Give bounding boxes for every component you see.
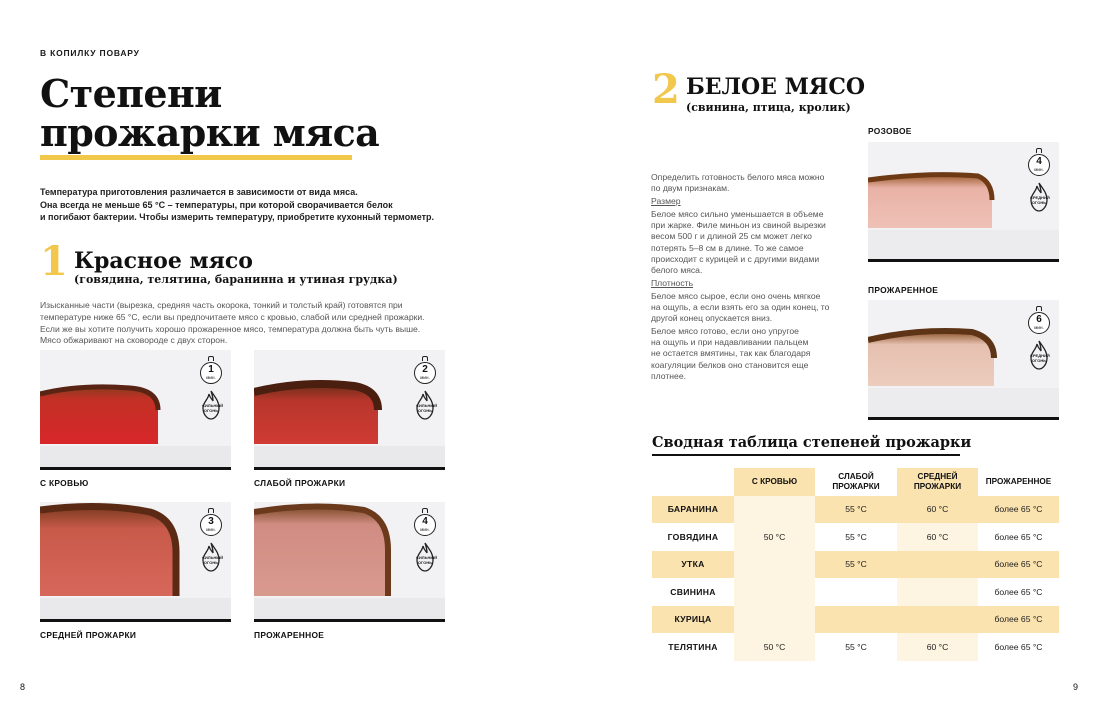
- timer-icon: [414, 362, 436, 384]
- table-cell: [734, 496, 815, 524]
- section-number: 1: [40, 238, 68, 285]
- table-cell: 60 °C: [897, 496, 978, 524]
- table-row: [652, 633, 1059, 661]
- table-row: [652, 523, 1059, 551]
- steak-photo-medium: [40, 502, 231, 622]
- card-caption: СЛАБОЙ ПРОЖАРКИ: [254, 478, 346, 488]
- row-header: КУРИЦА: [652, 606, 734, 634]
- card-caption: С КРОВЬЮ: [40, 478, 89, 488]
- cook-unit: мин.: [420, 375, 430, 380]
- table-cell: [897, 551, 978, 579]
- table-cell: [815, 606, 897, 634]
- summary-table-title: Сводная таблица степеней прожарки: [652, 434, 972, 451]
- section-number: 2: [652, 66, 680, 113]
- table-cell: 55 °C: [815, 523, 897, 551]
- section-lede: [40, 300, 460, 347]
- section-kicker: В КОПИЛКУ ПОВАРУ: [40, 48, 140, 58]
- table-row: [652, 578, 1059, 606]
- lede-line: Изысканные части (вырезка, средняя часть окорока, тонкий и толстый край) готовятся при: [40, 300, 403, 310]
- table-cell: 50 °C: [734, 523, 815, 551]
- section-title: БЕЛОЕ МЯСО: [686, 74, 866, 100]
- table-cell: 60 °C: [897, 523, 978, 551]
- heat-label: СИЛЬНЫЙ ОГОНЬ: [416, 555, 438, 565]
- card-caption: ПРОЖАРЕННОЕ: [254, 630, 325, 640]
- cook-unit: мин.: [1034, 325, 1044, 330]
- white-meat-text: [651, 172, 841, 384]
- intro-line: Температура приготовления различается в зависимости от вида мяса.: [40, 187, 358, 197]
- cook-minutes: 3: [208, 516, 214, 527]
- table-cell: 55 °C: [815, 496, 897, 524]
- table-cell: более 65 °C: [978, 633, 1059, 661]
- cook-minutes: 2: [422, 364, 428, 375]
- pork-photo-pink: [868, 142, 1059, 262]
- lede-line: Мясо обжаривают на сковороде с двух сторон.: [40, 335, 228, 346]
- timer-icon: [200, 362, 222, 384]
- intro-line: Она всегда не меньше 65 °C – температуры, при которой сворачивается белок: [40, 199, 393, 210]
- cook-unit: мин.: [420, 527, 430, 532]
- table-cell: [734, 551, 815, 579]
- paragraph: Белое мясо сильно уменьшается в объеме при жарке. Филе миньон из свиной вырезки весом 500 г и длиной 25 см может легко потерять 5–8 см в длине. То же самое происходит с курицей и с другими видами белого мяса.: [651, 209, 826, 275]
- section-title: Красное мясо: [74, 248, 253, 274]
- title-underline: [40, 155, 352, 160]
- lede-line: температуре ниже 65 °C, если вы предпочитаете мясо с кровью, слабой или средней прожарки.: [40, 311, 425, 322]
- page-title: [40, 71, 380, 155]
- table-cell: 55 °C: [815, 551, 897, 579]
- heat-label: СИЛЬНЫЙ ОГОНЬ: [202, 555, 224, 565]
- cook-minutes: 4: [422, 516, 428, 527]
- timer-icon: [1028, 154, 1050, 176]
- steak-photo-rare: [40, 350, 231, 470]
- paragraph: Определить готовность белого мяса можно по двум признакам.: [651, 172, 825, 194]
- card-caption: ПРОЖАРЕННОЕ: [868, 285, 939, 295]
- subheading: Размер: [651, 196, 681, 207]
- table-cell: [734, 578, 815, 606]
- table-cell: 55 °C: [815, 633, 897, 661]
- paragraph: Белое мясо готово, если оно упругое на ощупь и при надавливании пальцем не остается вмятины, так как благодаря коагуляции белков оно становится еще плотнее.: [651, 326, 811, 381]
- card-caption: РОЗОВОЕ: [868, 126, 912, 136]
- timer-icon: [200, 514, 222, 536]
- table-cell: более 65 °C: [978, 606, 1059, 634]
- card-caption: СРЕДНЕЙ ПРОЖАРКИ: [40, 630, 137, 640]
- column-header: СЛАБОЙ ПРОЖАРКИ: [815, 468, 897, 496]
- row-header: ТЕЛЯТИНА: [652, 633, 734, 661]
- cook-unit: мин.: [206, 375, 216, 380]
- table-cell: 60 °C: [897, 633, 978, 661]
- page-title-line-2: прожарки мяса: [40, 110, 380, 155]
- heat-label: СИЛЬНЫЙ ОГОНЬ: [202, 403, 224, 413]
- cook-minutes: 4: [1036, 156, 1042, 167]
- heat-label: СРЕДНИЙ ОГОНЬ: [1030, 195, 1050, 205]
- cook-minutes: 6: [1036, 314, 1042, 325]
- column-header: СРЕДНЕЙ ПРОЖАРКИ: [897, 468, 978, 496]
- row-header: СВИНИНА: [652, 578, 734, 606]
- intro-text: [40, 186, 460, 224]
- timer-icon: [414, 514, 436, 536]
- page-title-line-1: Степени: [40, 71, 222, 116]
- column-header: С КРОВЬЮ: [734, 468, 815, 496]
- section-subtitle: (свинина, птица, кролик): [686, 101, 851, 114]
- table-cell: более 65 °C: [978, 523, 1059, 551]
- row-header: ГОВЯДИНА: [652, 523, 734, 551]
- cook-minutes: 1: [208, 364, 214, 375]
- summary-title-underline: [652, 454, 960, 456]
- column-header: ПРОЖАРЕННОЕ: [978, 468, 1059, 496]
- table-cell: [815, 578, 897, 606]
- heat-label: СРЕДНИЙ ОГОНЬ: [1030, 353, 1050, 363]
- steak-photo-well-done: [254, 502, 445, 622]
- table-cell: более 65 °C: [978, 578, 1059, 606]
- table-header-row: [652, 468, 1059, 496]
- heat-label: СИЛЬНЫЙ ОГОНЬ: [416, 403, 438, 413]
- timer-icon: [1028, 312, 1050, 334]
- table-cell: [897, 606, 978, 634]
- lede-line: Если же вы хотите получить хорошо прожаренное мясо, температура должна быть чуть выше.: [40, 323, 421, 334]
- section-subtitle: (говядина, телятина, баранинна и утиная грудка): [74, 273, 398, 286]
- cook-unit: мин.: [206, 527, 216, 532]
- table-cell: более 65 °C: [978, 496, 1059, 524]
- column-header-empty: [652, 468, 734, 496]
- paragraph: Белое мясо сырое, если оно очень мягкое на ощупь, а если взять его за один конец, то другой конец опускается вниз.: [651, 290, 830, 324]
- row-header: УТКА: [652, 551, 734, 579]
- pork-photo-well-done: [868, 300, 1059, 420]
- table-row: [652, 551, 1059, 579]
- intro-line: и погибают бактерии. Чтобы измерить температуру, приобретите кухонный термометр.: [40, 212, 435, 223]
- table-cell: более 65 °C: [978, 551, 1059, 579]
- page-number-right: 9: [1073, 682, 1079, 692]
- table-row: [652, 606, 1059, 634]
- row-header: БАРАНИНА: [652, 496, 734, 524]
- doneness-summary-table: [652, 468, 1059, 661]
- table-row: [652, 496, 1059, 524]
- subheading: Плотность: [651, 277, 694, 288]
- cook-unit: мин.: [1034, 167, 1044, 172]
- steak-photo-medium-rare: [254, 350, 445, 470]
- table-cell: [897, 578, 978, 606]
- table-cell: 50 °C: [734, 633, 815, 661]
- page-number-left: 8: [20, 682, 26, 692]
- table-cell: [734, 606, 815, 634]
